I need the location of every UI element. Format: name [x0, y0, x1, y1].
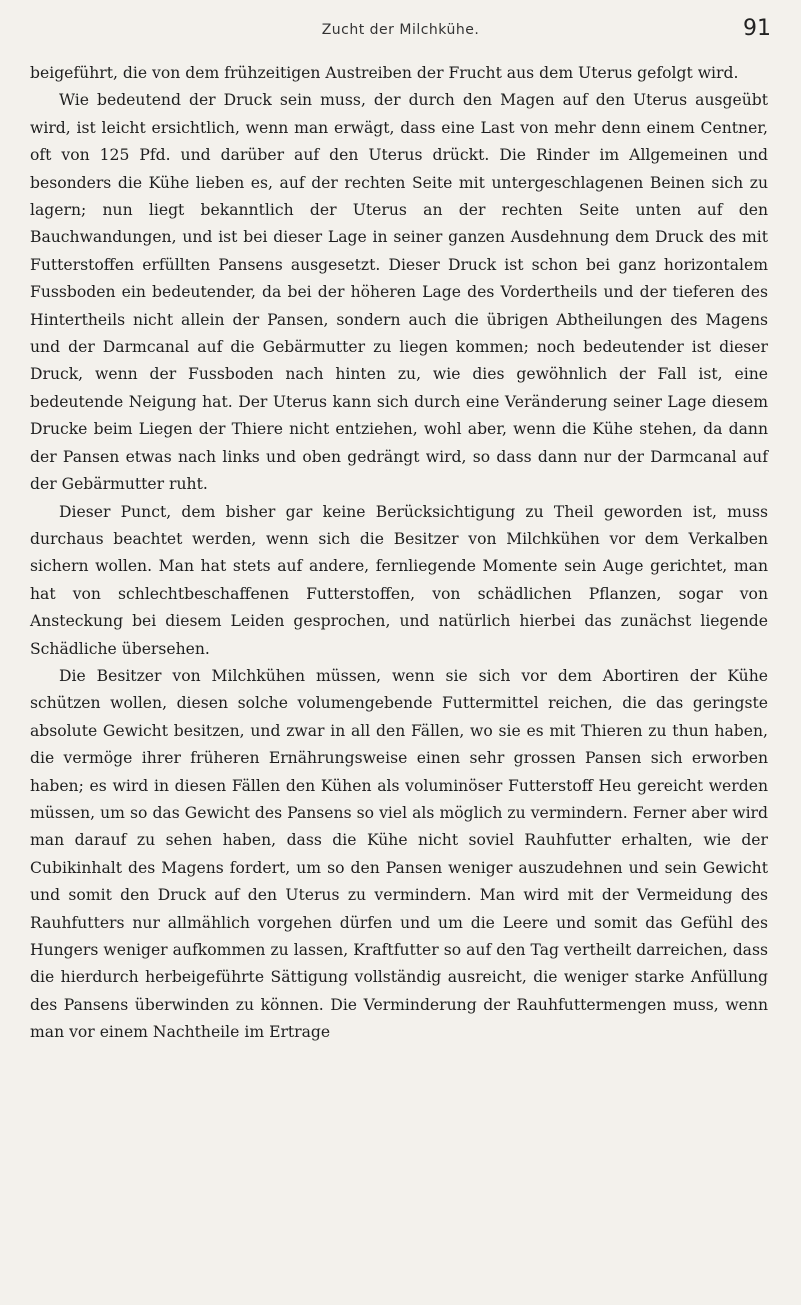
- paragraph: Wie bedeutend der Druck sein muss, der durch den Magen auf den Uterus ausgeübt wird, ist leicht ersichtlich, wenn man erwägt, dass eine Last von mehr denn einem Centner, oft von 125 Pfd. und darüber auf den Uterus drückt. Die Rinder im Allgemeinen und besonders die Kühe lieben es, auf der rechten Seite mit untergeschlagenen Beinen sich zu lagern; nun liegt bekanntlich der Uterus an der rechten Seite unten auf den Bauchwandungen, und ist bei dieser Lage in seiner ganzen Ausdehnung dem Druck des mit Futterstoffen erfüllten Pansens ausgesetzt. Dieser Druck ist schon bei ganz horizontalem Fussboden ein bedeutender, da bei der höheren Lage des Vordertheils und der tieferen des Hintertheils nicht allein der Pansen, sondern auch die übrigen Abtheilungen des Magens und der Darmcanal auf die Gebärmutter zu liegen kommen; noch bedeutender ist dieser Druck, wenn der Fussboden nach hinten zu, wie dies gewöhnlich der Fall ist, eine bedeutende Neigung hat. Der Uterus kann sich durch eine Veränderung seiner Lage diesem Drucke beim Liegen der Thiere nicht entziehen, wohl aber, wenn die Kühe stehen, da dann der Pansen etwas nach links und oben gedrängt wird, so dass dann nur der Darmcanal auf der Gebärmutter ruht.: [30, 91, 768, 494]
- body-text: [30, 60, 768, 1047]
- paragraph: Die Besitzer von Milchkühen müssen, wenn sie sich vor dem Abortiren der Kühe schützen wollen, diesen solche volumengebende Futtermittel reichen, die das geringste absolute Gewicht besitzen, und zwar in all den Fällen, wo sie es mit Thieren zu thun haben, die vermöge ihrer früheren Ernährungsweise einen sehr grossen Pansen sich erworben haben; es wird in diesen Fällen den Kühen als voluminöser Futterstoff Heu gereicht werden müssen, um so das Gewicht des Pansens so viel als möglich zu vermindern. Ferner aber wird man darauf zu sehen haben, dass die Kühe nicht soviel Rauhfutter erhalten, wie der Cubikinhalt des Magens fordert, um so den Pansen weniger auszudehnen und sein Gewicht und somit den Druck auf den Uterus zu vermindern. Man wird mit der Vermeidung des Rauhfutters nur allmählich vorgehen dürfen und um die Leere und somit das Gefühl des Hungers weniger aufkommen zu lassen, Kraftfutter so auf den Tag vertheilt darreichen, dass die hierdurch herbeigeführte Sättigung vollständig ausreicht, die weniger starke Anfüllung des Pansens überwinden zu können. Die Verminderung der Rauhfuttermengen muss, wenn man vor einem Nachtheile im Ertrage: [30, 666, 768, 1042]
- paragraph-continued: beigeführt, die von dem frühzeitigen Austreiben der Frucht aus dem Uterus gefolgt wird.: [30, 64, 739, 82]
- page-number: 91: [743, 16, 771, 41]
- running-head: Zucht der Milchkühe.: [321, 22, 480, 38]
- paragraph: Dieser Punct, dem bisher gar keine Berücksichtigung zu Theil geworden ist, muss durchaus beachtet werden, wenn sich die Besitzer von Milchkühen vor dem Verkalben sichern wollen. Man hat stets auf andere, fernliegende Momente sein Auge gerichtet, man hat von schlechtbeschaffenen Futterstoffen, von schädlichen Pflanzen, sogar von Ansteckung bei diesem Leiden gesprochen, und natürlich hierbei das zunächst liegende Schädliche übersehen.: [30, 502, 768, 658]
